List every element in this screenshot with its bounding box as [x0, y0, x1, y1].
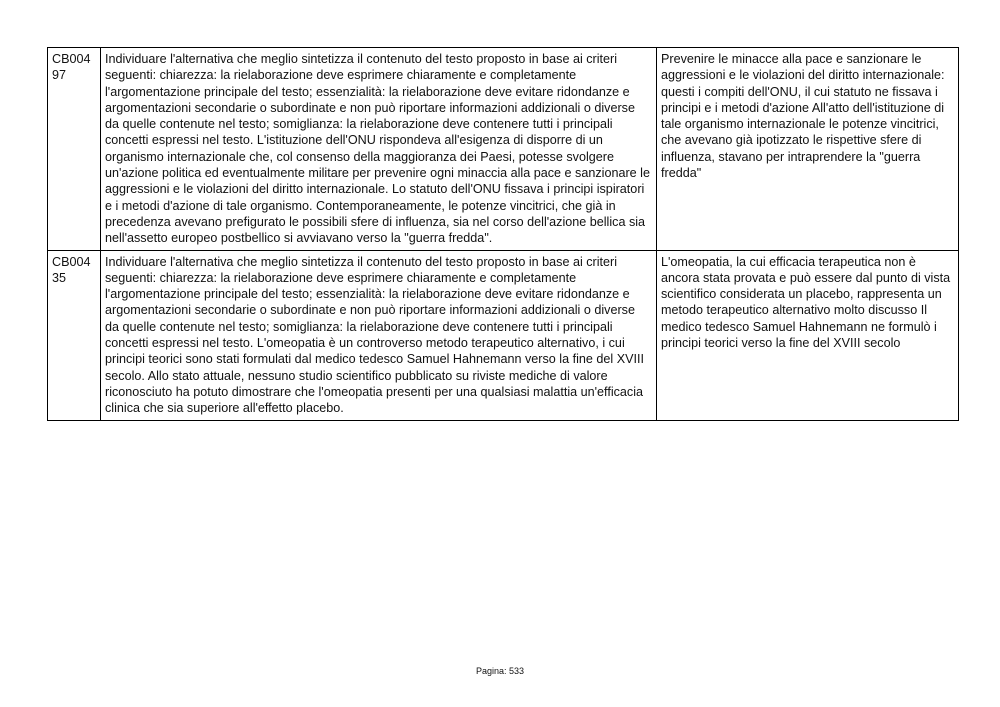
question-text-cell: Individuare l'alternativa che meglio sintetizza il contenuto del testo proposto in base ai criteri seguenti: chiarezza: la rielaborazione deve esprimere chiaramente e completamente l'argomentazione principale del testo; essenzialità: la rielaborazione deve evitare ridondanze e argomentazioni secondarie o subordinate e non può riportare informazioni addizionali o diverse da quelle contenute nel testo; somiglianza: la rielaborazione deve contenere tutti i principali concetti espressi nel testo. L'omeopatia è un controverso metodo terapeutico alternativo, i cui principi teorici sono stati formulati dal medico tedesco Samuel Hahnemann verso la fine del XVIII secolo. Allo stato attuale, nessuno studio scientifico pubblicato su riviste mediche di valore riconosciuto ha potuto dimostrare che l'omeopatia presenti per una qualsiasi malattia un'efficacia clinica che sia superiore all'effetto placebo.: [101, 250, 657, 420]
question-id-cell: CB004 35: [48, 250, 101, 420]
table-row: [48, 250, 959, 420]
question-id-cell: CB004 97: [48, 48, 101, 251]
answer-text-cell: L'omeopatia, la cui efficacia terapeutica non è ancora stata provata e può essere dal punto di vista scientifico considerata un placebo, rappresenta un metodo terapeutico alternativo molto discusso Il medico tedesco Samuel Hahnemann ne formulò i principi teorici verso la fine del XVIII secolo: [657, 250, 959, 420]
answer-text-cell: Prevenire le minacce alla pace e sanzionare le aggressioni e le violazioni del diritto internazionale: questi i compiti dell'ONU, il cui statuto ne fissava i principi e i metodi d'azione All'atto dell'istituzione di tale organismo internazionale le potenze vincitrici, che avevano già ipotizzato le rispettive sfere di influenza, stavano per intraprendere la "guerra fredda": [657, 48, 959, 251]
questions-table: [47, 47, 959, 421]
table-row: [48, 48, 959, 251]
question-text-cell: Individuare l'alternativa che meglio sintetizza il contenuto del testo proposto in base ai criteri seguenti: chiarezza: la rielaborazione deve esprimere chiaramente e completamente l'argomentazione principale del testo; essenzialità: la rielaborazione deve evitare ridondanze e argomentazioni secondarie o subordinate e non può riportare informazioni addizionali o diverse da quelle contenute nel testo; somiglianza: la rielaborazione deve contenere tutti i principali concetti espressi nel testo. L'istituzione dell'ONU rispondeva all'esigenza di disporre di un organismo internazionale che, col consenso della maggioranza dei Paesi, potesse svolgere un'azione politica ed eventualmente militare per prevenire ogni minaccia alla pace e sanzionare le aggressioni e le violazioni del diritto internazionale. Lo statuto dell'ONU fissava i principi ispiratori e i metodi d'azione di tale organismo. Contemporaneamente, le potenze vincitrici, che già in precedenza avevano prefigurato le possibili sfere di influenza, sia nel corso dell'azione bellica sia nell'assetto europeo postbellico si avviavano verso la "guerra fredda".: [101, 48, 657, 251]
page-number: Pagina: 533: [475, 666, 525, 676]
